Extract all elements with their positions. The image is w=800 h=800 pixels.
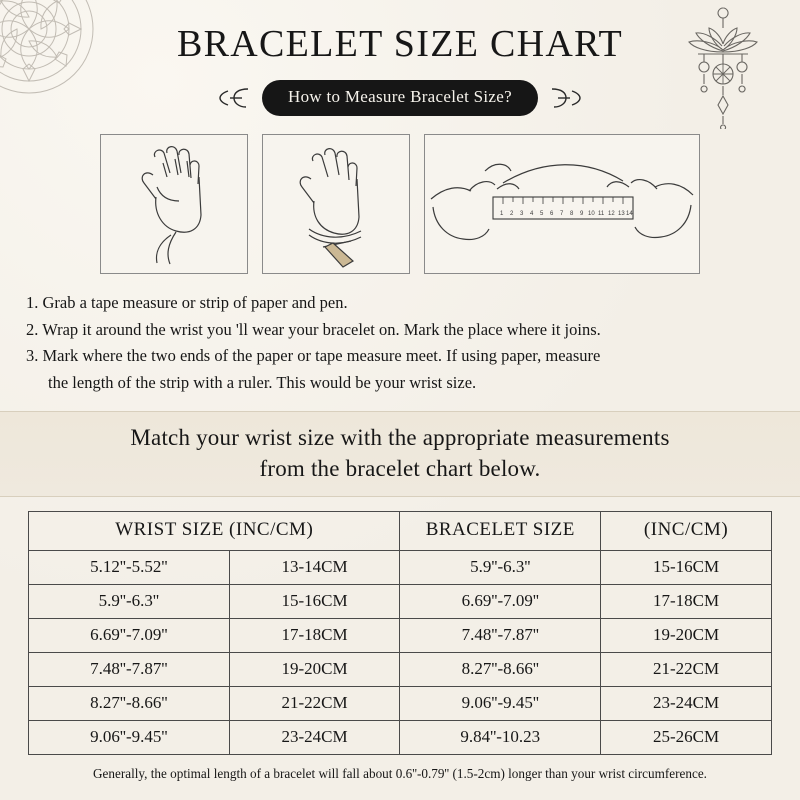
page-title: BRACELET SIZE CHART <box>176 23 624 65</box>
illustration-hands-measuring-with-ruler <box>424 134 700 274</box>
svg-text:5: 5 <box>540 211 544 217</box>
illustration-hand-wrapping-wrist <box>262 134 410 274</box>
svg-text:2: 2 <box>510 211 514 217</box>
step-1: 1. Grab a tape measure or strip of paper and pen. <box>26 293 348 312</box>
svg-text:6: 6 <box>550 211 554 217</box>
step-2: 2. Wrap it around the wrist you 'll wear your bracelet on. Mark the place where it joins. <box>26 319 601 339</box>
left-flourish-icon <box>218 85 252 111</box>
table-row <box>29 618 772 652</box>
svg-text:12: 12 <box>608 211 615 217</box>
cell-wrist-cm: 21-22CM <box>229 686 400 720</box>
cell-wrist-cm: 13-14CM <box>229 550 400 584</box>
svg-text:9: 9 <box>580 211 584 217</box>
cell-bracelet-inch: 8.27''-8.66'' <box>400 652 601 686</box>
cell-wrist-cm: 19-20CM <box>229 652 400 686</box>
cell-wrist-cm: 23-24CM <box>229 720 400 754</box>
step-3: 3. Mark where the two ends of the paper or tape measure meet. If using paper, measure <box>26 346 601 366</box>
cell-bracelet-cm: 25-26CM <box>601 720 772 754</box>
svg-text:4: 4 <box>530 211 534 217</box>
svg-text:3: 3 <box>520 211 524 217</box>
table-row <box>29 652 772 686</box>
svg-text:14: 14 <box>626 211 633 217</box>
illustration-hand-with-tape-strip <box>100 134 248 274</box>
table-row <box>29 686 772 720</box>
table-row <box>29 720 772 754</box>
size-table-wrap <box>28 511 772 755</box>
table-row <box>29 584 772 618</box>
cell-wrist-inch: 8.27''-8.66'' <box>29 686 230 720</box>
cell-wrist-inch: 9.06''-9.45'' <box>29 720 230 754</box>
cell-wrist-cm: 15-16CM <box>229 584 400 618</box>
table-row <box>29 550 772 584</box>
cell-wrist-inch: 7.48''-7.87'' <box>29 652 230 686</box>
banner-line-2: from the bracelet chart below. <box>259 455 541 481</box>
header-bracelet-size: BRACELET SIZE <box>400 511 601 550</box>
svg-text:7: 7 <box>560 211 564 217</box>
header-bracelet-units: (INC/CM) <box>601 511 772 550</box>
right-flourish-icon <box>548 85 582 111</box>
cell-bracelet-inch: 9.84''-10.23 <box>400 720 601 754</box>
cell-wrist-inch: 5.12''-5.52'' <box>29 550 230 584</box>
svg-text:8: 8 <box>570 211 574 217</box>
cell-bracelet-cm: 19-20CM <box>601 618 772 652</box>
cell-bracelet-cm: 23-24CM <box>601 686 772 720</box>
steps-list <box>26 290 774 397</box>
illustration-row <box>0 134 800 274</box>
cell-bracelet-inch: 7.48''-7.87'' <box>400 618 601 652</box>
size-table <box>28 511 772 755</box>
svg-text:13: 13 <box>618 211 625 217</box>
svg-text:1: 1 <box>500 211 504 217</box>
cell-bracelet-inch: 6.69''-7.09'' <box>400 584 601 618</box>
subtitle-row <box>0 80 800 116</box>
cell-wrist-cm: 17-18CM <box>229 618 400 652</box>
table-header-row <box>29 511 772 550</box>
cell-wrist-inch: 6.69''-7.09'' <box>29 618 230 652</box>
match-instruction-banner <box>0 411 800 497</box>
cell-bracelet-inch: 5.9''-6.3'' <box>400 550 601 584</box>
cell-bracelet-cm: 21-22CM <box>601 652 772 686</box>
footnote: Generally, the optimal length of a bracelet will fall about 0.6''-0.79'' (1.5-2cm) longer than your wrist circumference. <box>93 765 707 781</box>
subtitle-pill: How to Measure Bracelet Size? <box>262 80 538 116</box>
banner-line-1: Match your wrist size with the appropriate measurements <box>130 424 670 450</box>
cell-bracelet-inch: 9.06''-9.45'' <box>400 686 601 720</box>
cell-bracelet-cm: 15-16CM <box>601 550 772 584</box>
cell-bracelet-cm: 17-18CM <box>601 584 772 618</box>
svg-text:11: 11 <box>598 211 605 217</box>
step-3-continued: the length of the strip with a ruler. This would be your wrist size. <box>48 373 477 393</box>
svg-text:10: 10 <box>588 211 595 217</box>
header-wrist-size: WRIST SIZE (INC/CM) <box>29 511 400 550</box>
cell-wrist-inch: 5.9''-6.3'' <box>29 584 230 618</box>
